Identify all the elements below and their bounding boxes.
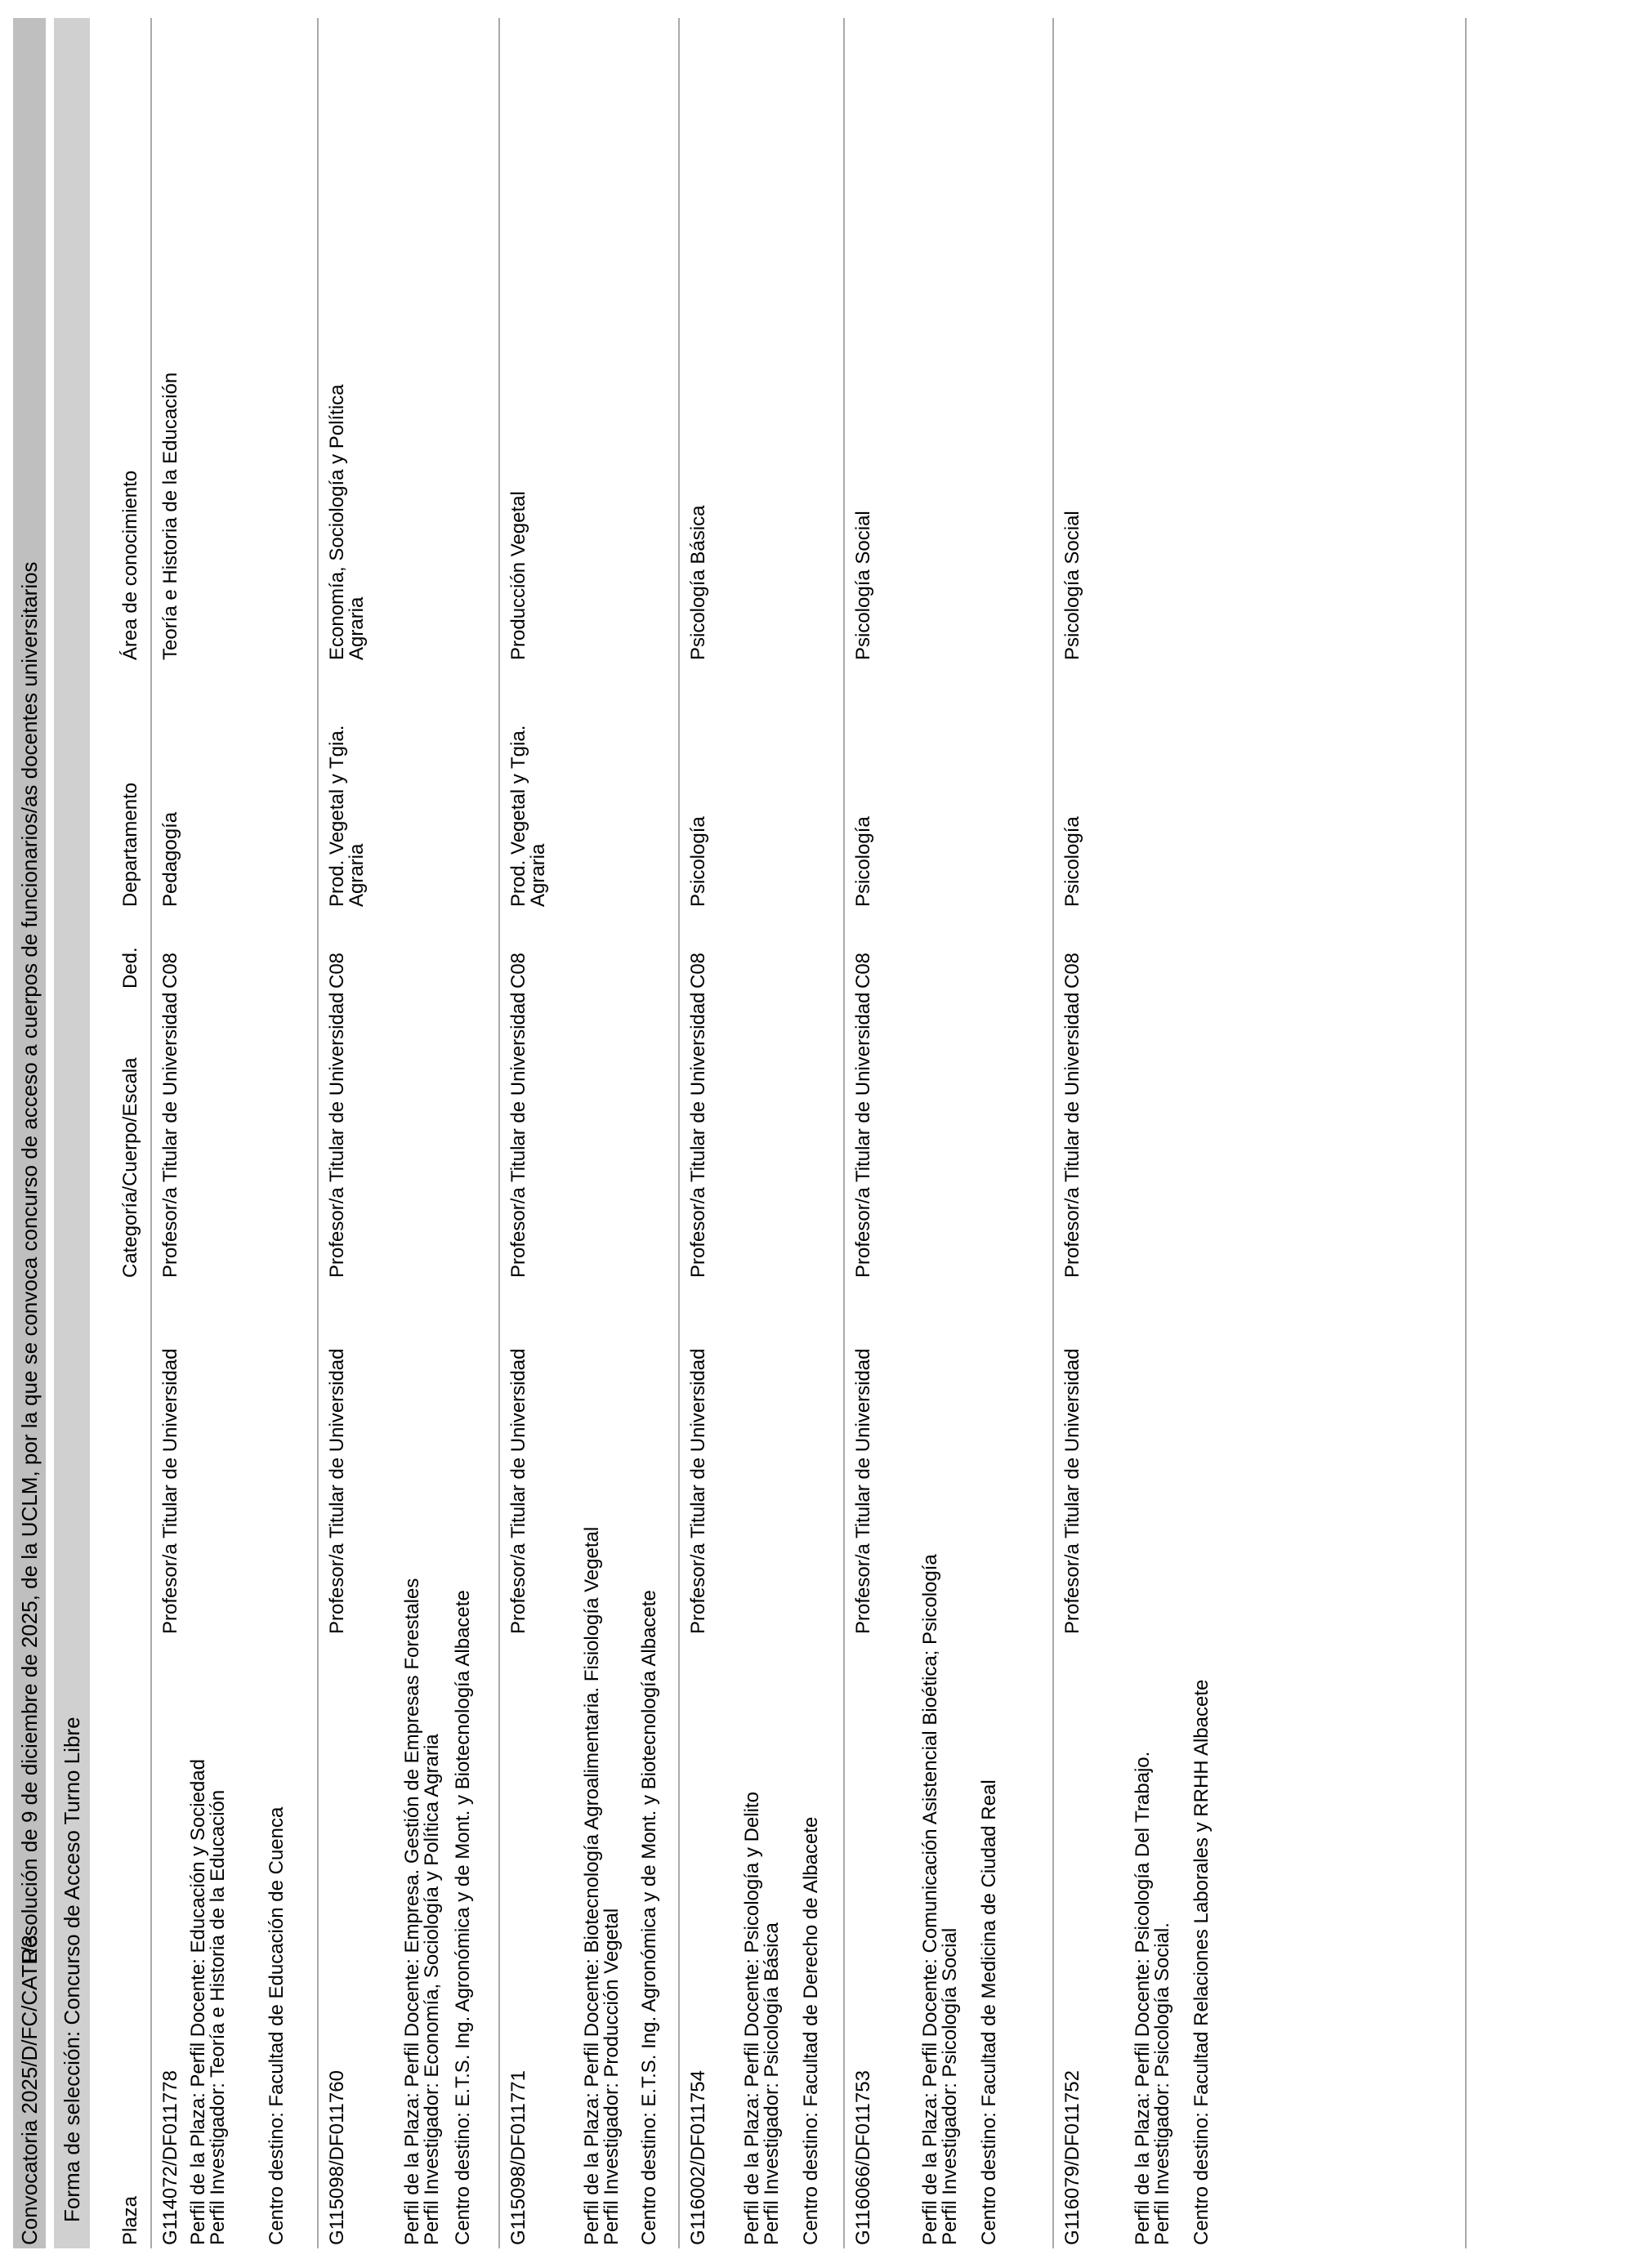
area-cell: Psicología Social <box>1061 511 1083 660</box>
plaza-code: G116079/DF011752 <box>1061 2070 1083 2245</box>
categoria-cell: Profesor/a Titular de Universidad <box>159 992 181 1278</box>
centro-destino: Centro destino: Facultad de Medicina de Ciudad Real <box>978 1779 1000 2245</box>
perfil-investigador: Perfil Investigador: Psicología Social. <box>1151 1922 1173 2245</box>
departamento-cell: Prod. Vegetal y Tgia. <box>507 725 529 907</box>
departamento-cell: Prod. Vegetal y Tgia. <box>326 725 348 907</box>
perfil-docente: Perfil de la Plaza: Perfil Docente: Comunicación Asistencial Bioética; Psicología <box>919 1554 941 2245</box>
area-cell: Psicología Social <box>852 511 874 660</box>
centro-destino: Centro destino: E.T.S. Ing. Agronómica y de Mont. y Biotecnología Albacete <box>638 1590 660 2245</box>
centro-destino: Centro destino: Facultad de Educación de Cuenca <box>266 1806 288 2245</box>
area-cell: Teoría e Historia de la Educación <box>159 372 181 660</box>
departamento-cell: Psicología <box>852 816 874 907</box>
plaza-categoria: Profesor/a Titular de Universidad <box>507 1348 529 1634</box>
departamento-cell: Psicología <box>687 816 709 907</box>
plaza-categoria: Profesor/a Titular de Universidad <box>326 1348 348 1634</box>
perfil-docente: Perfil de la Plaza: Perfil Docente: Empresa. Gestión de Empresas Forestales <box>401 1578 423 2245</box>
row-separator <box>317 18 319 2248</box>
categoria-cell: Profesor/a Titular de Universidad <box>326 992 348 1278</box>
plaza-code: G114072/DF011778 <box>159 2070 181 2245</box>
table-row <box>678 18 843 2248</box>
perfil-investigador: Perfil Investigador: Producción Vegetal <box>601 1908 623 2245</box>
area-cell: Psicología Básica <box>687 505 709 660</box>
categoria-cell: Profesor/a Titular de Universidad <box>687 992 709 1278</box>
plaza-code: G115098/DF011760 <box>326 2070 348 2245</box>
col-header-ded: Ded. <box>119 947 141 989</box>
area-cell: Economía, Sociología y Política <box>326 384 348 660</box>
perfil-investigador: Perfil Investigador: Psicología Social <box>939 1927 961 2245</box>
convocatoria-code: Convocatoria 2025/D/FC/CATL/3 <box>16 1935 42 2245</box>
plaza-code: G116002/DF011754 <box>687 2070 709 2245</box>
plaza-code: G115098/DF011771 <box>507 2070 529 2245</box>
categoria-cell: Profesor/a Titular de Universidad <box>852 992 874 1278</box>
plaza-categoria: Profesor/a Titular de Universidad <box>159 1348 181 1634</box>
perfil-docente: Perfil de la Plaza: Perfil Docente: Psicología y Delito <box>741 1792 763 2245</box>
plaza-categoria: Profesor/a Titular de Universidad <box>1061 1348 1083 1634</box>
col-header-categoria: Categoría/Cuerpo/Escala <box>119 1057 141 1278</box>
perfil-docente: Perfil de la Plaza: Perfil Docente: Educación y Sociedad <box>187 1759 209 2245</box>
centro-destino: Centro destino: Facultad Relaciones Laborales y RRHH Albacete <box>1190 1679 1213 2245</box>
table-row <box>843 18 1052 2248</box>
selection-method-text: Forma de selección: Concurso de Acceso Turno Libre <box>59 1717 84 2222</box>
departamento-cell: Pedagogía <box>159 811 181 907</box>
ded-cell: C08 <box>852 952 874 989</box>
header-bar <box>13 18 46 2248</box>
perfil-investigador: Perfil Investigador: Psicología Básica <box>761 1922 783 2245</box>
row-separator <box>678 18 680 2248</box>
perfil-docente: Perfil de la Plaza: Perfil Docente: Psicología Del Trabajo. <box>1132 1751 1154 2245</box>
table-row <box>150 18 317 2248</box>
categoria-cell: Profesor/a Titular de Universidad <box>507 992 529 1278</box>
row-separator <box>843 18 845 2248</box>
departamento-cell: Psicología <box>1061 816 1083 907</box>
selection-method-bar <box>54 18 90 2248</box>
centro-destino: Centro destino: E.T.S. Ing. Agronómica y de Mont. y Biotecnología Albacete <box>452 1590 474 2245</box>
table-row <box>498 18 678 2248</box>
perfil-investigador: Perfil Investigador: Economía, Sociología y Política Agraria <box>421 1734 443 2245</box>
departamento-cell-line2: Agraria <box>527 843 549 907</box>
col-header-departamento: Departamento <box>119 782 141 907</box>
table-row <box>1052 18 1465 2248</box>
table-row <box>317 18 498 2248</box>
departamento-cell-line2: Agraria <box>346 843 368 907</box>
plaza-categoria: Profesor/a Titular de Universidad <box>852 1348 874 1634</box>
ded-cell: C08 <box>159 952 181 989</box>
perfil-investigador: Perfil Investigador: Teoría e Historia de la Educación <box>207 1789 229 2245</box>
row-separator <box>1052 18 1054 2248</box>
row-separator <box>498 18 500 2248</box>
categoria-cell: Profesor/a Titular de Universidad <box>1061 992 1083 1278</box>
area-cell-line2: Agraria <box>346 596 368 660</box>
ded-cell: C08 <box>326 952 348 989</box>
plaza-code: G116066/DF011753 <box>852 2070 874 2245</box>
ded-cell: C08 <box>1061 952 1083 989</box>
table-bottom-border <box>1465 18 1467 2248</box>
row-separator <box>150 18 152 2248</box>
resolution-title: Resolución de 9 de diciembre de 2025, de la UCLM, por la que se convoca concurso de acceso a cuerpos de funcionarios/as docentes universitarios <box>16 561 42 1963</box>
perfil-docente: Perfil de la Plaza: Perfil Docente: Biotecnología Agroalimentaria. Fisiología Vegetal <box>581 1526 603 2245</box>
centro-destino: Centro destino: Facultad de Derecho de Albacete <box>800 1816 822 2245</box>
plaza-categoria: Profesor/a Titular de Universidad <box>687 1348 709 1634</box>
ded-cell: C08 <box>687 952 709 989</box>
area-cell: Producción Vegetal <box>507 491 529 660</box>
table-column-headers <box>114 18 150 2248</box>
ded-cell: C08 <box>507 952 529 989</box>
col-header-area: Área de conocimiento <box>119 470 141 660</box>
col-header-plaza: Plaza <box>119 2195 141 2245</box>
